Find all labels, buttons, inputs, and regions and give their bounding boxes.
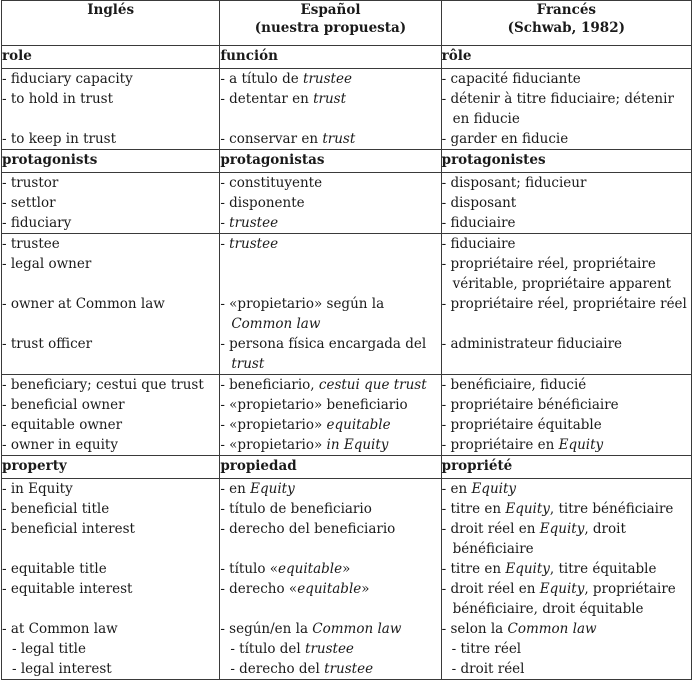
section-title-fr: rôle <box>441 46 691 69</box>
trustee-terms-fr <box>441 234 691 375</box>
role-terms-en <box>2 69 220 150</box>
beneficiary-terms-en <box>2 375 220 456</box>
term: - disposant; fiducieur <box>441 175 587 191</box>
term: - en Equity <box>441 481 517 497</box>
term: - trustor <box>2 175 59 191</box>
settlor-terms-es <box>220 173 441 234</box>
section-title-fr: protagonistes <box>441 150 691 173</box>
term: - disponente <box>220 195 305 211</box>
term: - droit réel <box>451 661 525 677</box>
trustee-terms-en <box>2 234 220 375</box>
term: - fiduciaire <box>441 236 516 252</box>
terminology-table <box>1 0 692 680</box>
term: - at Common law <box>2 621 118 637</box>
term: - persona física encargada del trust <box>220 336 427 372</box>
term: - trustee <box>220 215 279 231</box>
term: - fiduciary <box>2 215 72 231</box>
term: - según/en la Common law <box>220 621 402 637</box>
section-title-en: protagonists <box>2 150 220 173</box>
term: - «propietario» equitable <box>220 417 391 433</box>
term: - beneficial interest <box>2 521 135 537</box>
term: - título del trustee <box>230 641 354 657</box>
term: - to hold in trust <box>2 91 113 107</box>
term: - a título de trustee <box>220 71 352 87</box>
term: - propriétaire équitable <box>441 417 602 433</box>
header-row <box>2 1 692 46</box>
beneficiary-terms-row <box>2 375 692 456</box>
term: - settlor <box>2 195 56 211</box>
section-title-es: protagonistas <box>220 150 441 173</box>
term: - selon la Common law <box>441 621 597 637</box>
term: - propriétaire réel, propriétaire véritable, propriétaire apparent <box>441 256 672 292</box>
section-title-es: función <box>220 46 441 69</box>
term: - derecho del trustee <box>230 661 374 677</box>
settlor-terms-row <box>2 173 692 234</box>
section-row-role <box>2 46 692 69</box>
term: - «propietario» según la Common law <box>220 296 385 332</box>
property-terms-en <box>2 479 220 680</box>
term: - titre en Equity, titre équitable <box>441 561 657 577</box>
term: - beneficial owner <box>2 397 125 413</box>
term: - título de beneficiario <box>220 501 372 517</box>
beneficiary-terms-fr <box>441 375 691 456</box>
header-french <box>441 1 691 46</box>
header-spanish-note: (nuestra propuesta) <box>254 20 407 36</box>
term: - conservar en trust <box>220 131 356 147</box>
term: - trust officer <box>2 336 93 352</box>
term: - trustee <box>2 236 60 252</box>
term: - droit réel en Equity, propriétaire bénéficiaire, droit équitable <box>441 581 676 617</box>
term: - owner in equity <box>2 437 118 453</box>
term: - en Equity <box>220 481 295 497</box>
trustee-terms-es <box>220 234 441 375</box>
role-terms-row <box>2 69 692 150</box>
term: - fiduciary capacity <box>2 71 133 87</box>
term: - capacité fiduciante <box>441 71 581 87</box>
header-french-label: Francés <box>536 2 597 18</box>
term: - «propietario» in Equity <box>220 437 389 453</box>
term: - detentar en trust <box>220 91 347 107</box>
section-title-en: role <box>2 46 220 69</box>
term: - legal title <box>12 641 86 657</box>
section-row-property <box>2 456 692 479</box>
role-terms-es <box>220 69 441 150</box>
header-spanish-label: Español <box>300 2 361 18</box>
header-spanish <box>220 1 441 46</box>
term: - owner at Common law <box>2 296 165 312</box>
term: - titre en Equity, titre bénéficiaire <box>441 501 674 517</box>
section-row-protagonists <box>2 150 692 173</box>
term: - disposant <box>441 195 517 211</box>
term: - equitable title <box>2 561 107 577</box>
role-terms-fr <box>441 69 691 150</box>
term: - propriétaire bénéficiaire <box>441 397 619 413</box>
term: - beneficiario, cestui que trust <box>220 377 427 393</box>
term: - título «equitable» <box>220 561 351 577</box>
term: - propriétaire réel, propriétaire réel <box>441 296 687 312</box>
settlor-terms-en <box>2 173 220 234</box>
settlor-terms-fr <box>441 173 691 234</box>
term: - legal interest <box>12 661 112 677</box>
header-english <box>2 1 220 46</box>
term: - derecho «equitable» <box>220 581 370 597</box>
property-terms-es <box>220 479 441 680</box>
term: - propriétaire en Equity <box>441 437 604 453</box>
term: - in Equity <box>2 481 73 497</box>
term: - «propietario» beneficiario <box>220 397 408 413</box>
term: - détenir à titre fiduciaire; détenir en fiducie <box>441 91 674 127</box>
term: - trustee <box>220 236 279 252</box>
section-title-fr: propriété <box>441 456 691 479</box>
property-terms-row <box>2 479 692 680</box>
section-title-es: propiedad <box>220 456 441 479</box>
term: - droit réel en Equity, droit bénéficiaire <box>441 521 626 557</box>
beneficiary-terms-es <box>220 375 441 456</box>
term: - to keep in trust <box>2 131 117 147</box>
term: - equitable owner <box>2 417 123 433</box>
term: - equitable interest <box>2 581 133 597</box>
term: - fiduciaire <box>441 215 516 231</box>
term: - beneficiary; cestui que trust <box>2 377 204 393</box>
term: - beneficial title <box>2 501 110 517</box>
term: - garder en fiducie <box>441 131 569 147</box>
term: - administrateur fiduciaire <box>441 336 623 352</box>
header-english-label: Inglés <box>87 2 135 18</box>
term: - titre réel <box>451 641 522 657</box>
header-french-note: (Schwab, 1982) <box>507 20 625 36</box>
term: - constituyente <box>220 175 323 191</box>
term: - legal owner <box>2 256 92 272</box>
term: - derecho del beneficiario <box>220 521 396 537</box>
term: - benéficiaire, fiducié <box>441 377 587 393</box>
property-terms-fr <box>441 479 691 680</box>
section-title-en: property <box>2 456 220 479</box>
trustee-terms-row <box>2 234 692 375</box>
